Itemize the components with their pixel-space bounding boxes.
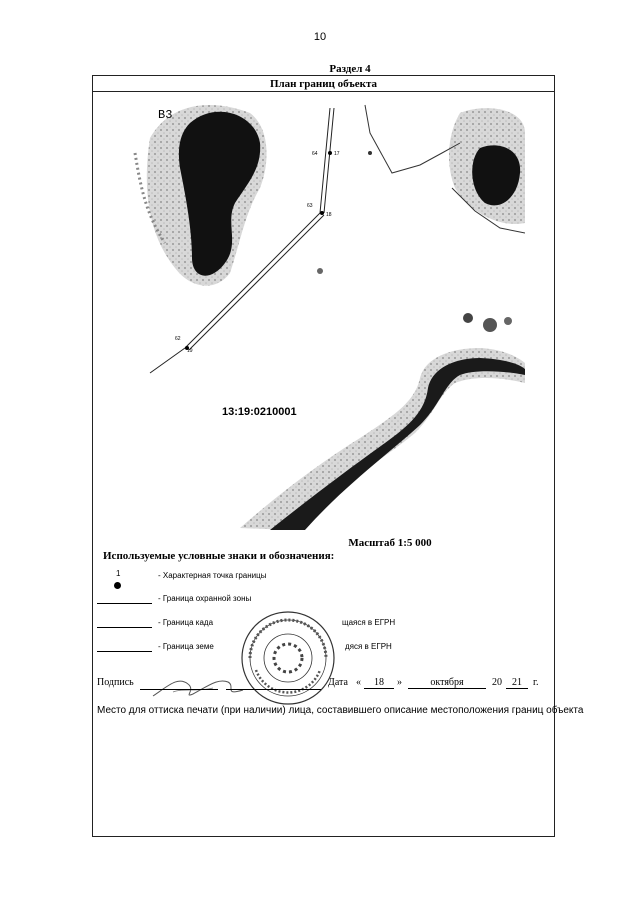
river-bank [240,348,525,530]
parcel-boundary [150,348,185,373]
point-label: 19 [187,348,193,354]
date-close-quote: » [397,677,402,688]
legend-label: дяся в ЕГРН [345,642,392,651]
date-label: Дата [328,677,348,688]
boundary-point [328,151,332,155]
legend-label: - Характерная точка границы [158,571,267,580]
vegetation [317,268,323,274]
handwritten-signature [148,666,248,706]
vegetation [368,151,372,155]
stamp-place-note: Место для оттиска печати (при наличии) лица, составившего описание местоположения границ объекта [97,705,584,716]
organization-stamp [238,608,338,708]
plan-title: План границ объекта [269,78,378,90]
date-day: 18 [364,677,394,689]
boundary-line [365,105,460,173]
divider [93,91,554,92]
page-number: 10 [313,31,327,43]
point-label: 18 [326,212,332,218]
legend-heading: Используемые условные знаки и обозначения: [103,550,335,562]
point-label: 62 [175,336,181,342]
sheet-label: В3 [158,108,173,122]
point-label: 17 [334,151,340,157]
date-year-suffix: 21 [506,677,528,689]
date-year-abbr: г. [533,677,539,688]
signature-label: Подпись [97,677,134,688]
signature-line [140,689,218,690]
vegetation [483,318,497,332]
point-label: 63 [307,203,313,209]
vegetation [463,313,473,323]
date-year-prefix: 20 [492,677,502,688]
map-scale: Масштаб 1:5 000 [348,537,432,549]
date-open-quote: « [356,677,361,688]
date-month: октября [408,677,486,689]
legend-line-sample [97,603,152,604]
vegetation [504,317,512,325]
legend-label: - Граница када [158,618,214,627]
legend-line-sample [97,627,152,628]
boundary-point [320,211,324,215]
signature-line [226,689,321,690]
legend-point-number: 1 [116,569,121,578]
point-label: 64 [312,151,318,157]
legend-label: щаяся в ЕГРН [342,618,396,627]
legend-line-sample [97,651,152,652]
characteristic-point-icon [114,582,121,589]
section-title: Раздел 4 [329,63,371,75]
legend-label: - Граница охранной зоны [158,594,252,603]
legend-label: - Граница земе [158,642,214,651]
river [270,358,525,530]
boundary-map [130,93,525,530]
cadastral-block-label: 13:19:0210001 [222,406,297,418]
